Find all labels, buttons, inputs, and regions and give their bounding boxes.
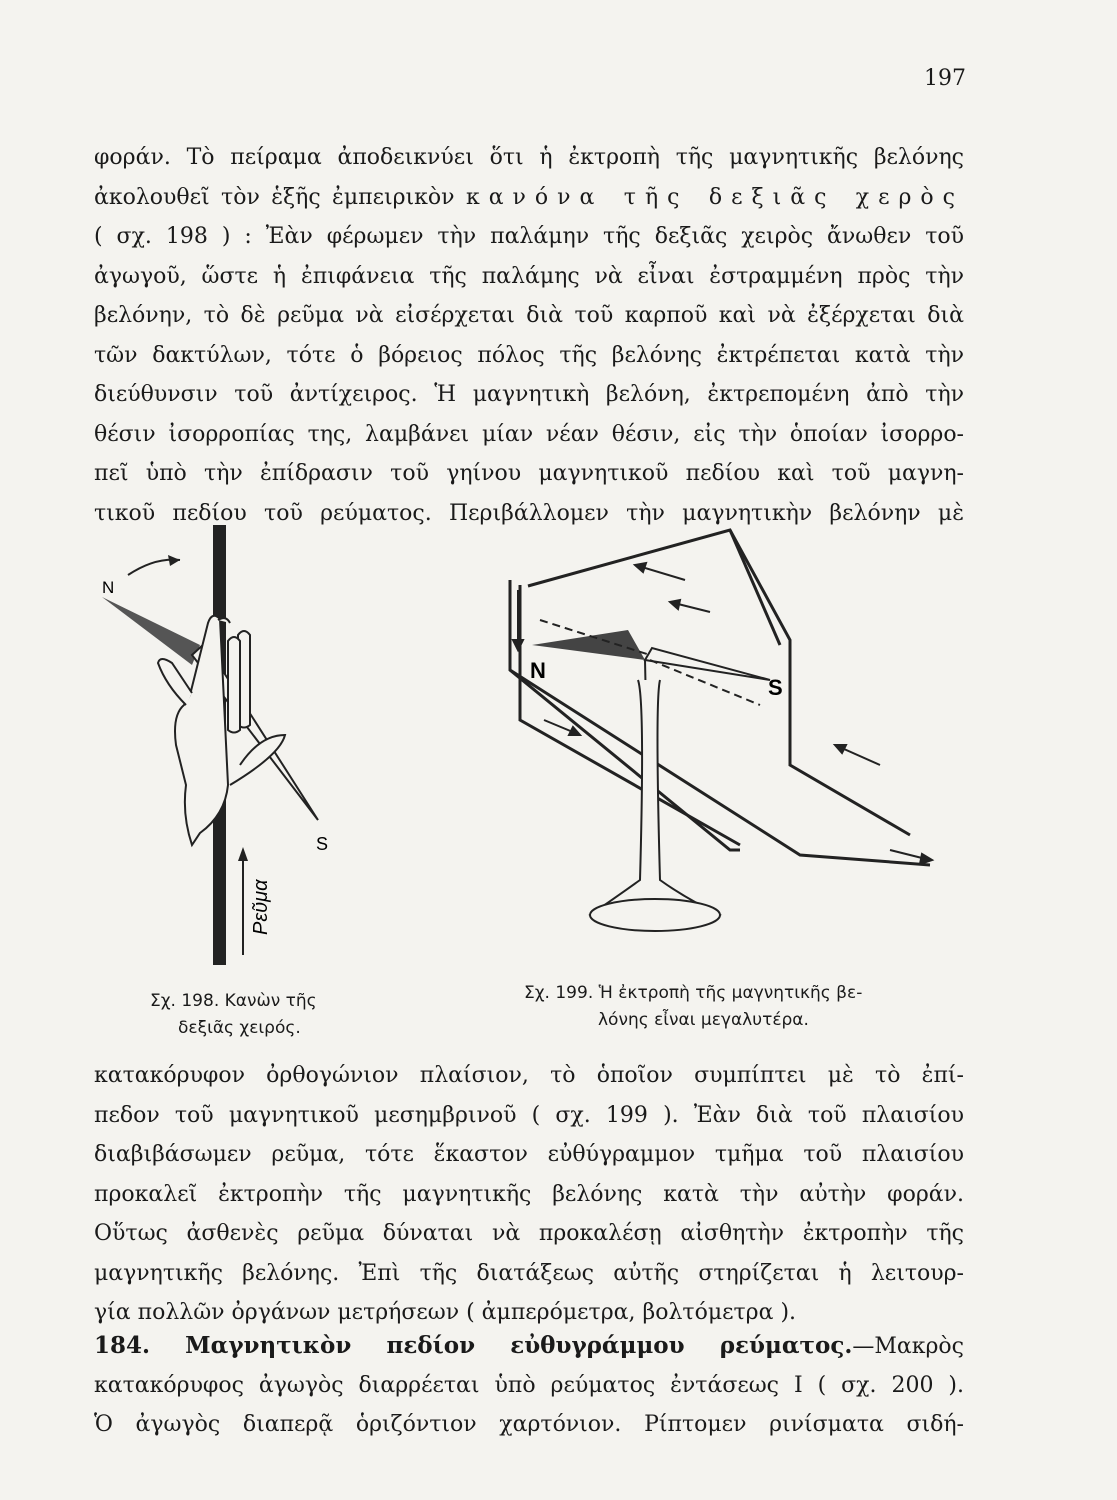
- text-line: διεύθυνσιν τοῦ ἀντίχειρος. Ἡ μαγνητικὴ βελόνη, ἐκτρεπομένη ἀπὸ τὴν: [94, 382, 964, 407]
- frame-wire: [510, 670, 930, 865]
- figure-198-right-hand-rule: [80, 515, 400, 975]
- caption-line: δεξιᾶς χειρός.: [178, 1018, 301, 1038]
- page-number: 197: [924, 66, 966, 91]
- text-line: τῶν δακτύλων, τότε ὁ βόρειος πόλος τῆς βελόνης ἐκτρέπεται κατὰ τὴν: [94, 342, 964, 368]
- current-arrow-head-icon: [238, 847, 248, 861]
- text-line: κατακόρυφος ἀγωγὸς διαρρέεται ὑπὸ ρεύματος ἐντάσεως Ι ( σχ. 200 ).: [94, 1372, 964, 1398]
- text-line: βελόνην, τὸ δὲ ρεῦμα νὰ εἰσέρχεται διὰ τοῦ καρποῦ καὶ νὰ ἐξέρχεται διὰ: [94, 303, 964, 328]
- text-line: κατακόρυφον ὀρθογώνιον πλαίσιον, τὸ ὁποῖον συμπίπτει μὲ τὸ ἐπί-: [94, 1063, 964, 1088]
- needle-north-end: [102, 597, 200, 665]
- text-line: Ὁ ἀγωγὸς διαπερᾷ ὁριζόντιον χαρτόνιον. Ρίπτομεν ρινίσματα σιδή-: [94, 1412, 964, 1437]
- text-line: [94, 178, 964, 218]
- text-line: διαβιβάσωμεν ρεῦμα, τότε ἕκαστον εὐθύγραμμον τμῆμα τοῦ πλαισίου: [94, 1142, 964, 1167]
- figure-199-caption: [524, 980, 862, 1034]
- needle-stand: [590, 660, 720, 931]
- needle-north-end: [532, 630, 645, 660]
- rule-name: κανόνα τῆς δεξιᾶς χερὸς: [465, 184, 964, 210]
- text-line: μαγνητικῆς βελόνης. Ἐπὶ τῆς διατάξεως αὐτῆς στηρίζεται ἡ λειτουρ-: [94, 1260, 964, 1286]
- figure-199-frame-needle: [480, 520, 950, 975]
- text-line: τικοῦ πεδίου τοῦ ρεύματος. Περιβάλλομεν τὴν μαγνητικὴν βελόνην μὲ: [94, 500, 964, 526]
- text-line: θέσιν ἰσορροπίας της, λαμβάνει μίαν νέαν θέσιν, εἰς τὴν ὁποίαν ἰσορρο-: [94, 421, 964, 447]
- section-heading: 184. Μαγνητικὸν πεδίον εὐθυγράμμου ρεύματος.: [94, 1332, 853, 1359]
- section-heading-rest: —Μακρὸς: [852, 1334, 964, 1359]
- text-line: φοράν. Τὸ πείραμα ἀποδεικνύει ὅτι ἡ ἐκτροπὴ τῆς μαγνητικῆς βελόνης: [94, 145, 964, 170]
- text-line: προκαλεῖ ἐκτροπὴν τῆς μαγνητικῆς βελόνης κατὰ τὴν αὐτὴν φοράν.: [94, 1181, 964, 1207]
- caption-line: λόνης εἶναι μεγαλυτέρα.: [598, 1010, 809, 1030]
- label-south: S: [316, 834, 329, 854]
- paragraph-1: [94, 138, 964, 533]
- text-line: ἀγωγοῦ, ὥστε ἡ ἐπιφάνεια τῆς παλάμης νὰ εἶναι ἐστραμμένη πρὸς τὴν: [94, 263, 964, 289]
- caption-line: Σχ. 199. Ἡ ἐκτροπὴ τῆς μαγνητικῆς βε-: [524, 983, 863, 1003]
- label-north: N: [102, 578, 115, 597]
- caption-line: Σχ. 198. Κανὼν τῆς: [150, 991, 317, 1011]
- text-line: γία πολλῶν ὀργάνων μετρήσεων ( ἀμπερόμετρα, βολτόμετρα ).: [94, 1300, 797, 1325]
- label-south: S: [768, 675, 783, 700]
- text-line: ( σχ. 198 ) : Ἐὰν φέρωμεν τὴν παλάμην τῆς δεξιᾶς χειρὸς ἄνωθεν τοῦ: [94, 224, 964, 249]
- frame-wire: [730, 530, 780, 645]
- text-line-start: ἀκολουθεῖ τὸν ἑξῆς ἐμπειρικὸν: [94, 184, 455, 210]
- text-line: Οὕτως ἀσθενὲς ρεῦμα δύναται νὰ προκαλέσῃ αἰσθητὴν ἐκτροπὴν τῆς: [94, 1221, 964, 1246]
- paragraph-2: [94, 1056, 964, 1333]
- text-line: πεδον τοῦ μαγνητικοῦ μεσημβρινοῦ ( σχ. 199 ). Ἐὰν διὰ τοῦ πλαισίου: [94, 1102, 964, 1128]
- arrow-head-icon: [168, 555, 180, 566]
- frame-wire: [528, 530, 910, 835]
- label-current: Ρεῦμα: [250, 879, 272, 935]
- figure-198-caption: [150, 988, 317, 1042]
- section-heading-line: [94, 1326, 964, 1366]
- needle-south-end: [645, 648, 770, 680]
- text-line: πεῖ ὑπὸ τὴν ἐπίδρασιν τοῦ γηίνου μαγνητικοῦ πεδίου καὶ τοῦ μαγνη-: [94, 461, 964, 486]
- label-north: N: [530, 658, 546, 683]
- section-184: [94, 1326, 964, 1445]
